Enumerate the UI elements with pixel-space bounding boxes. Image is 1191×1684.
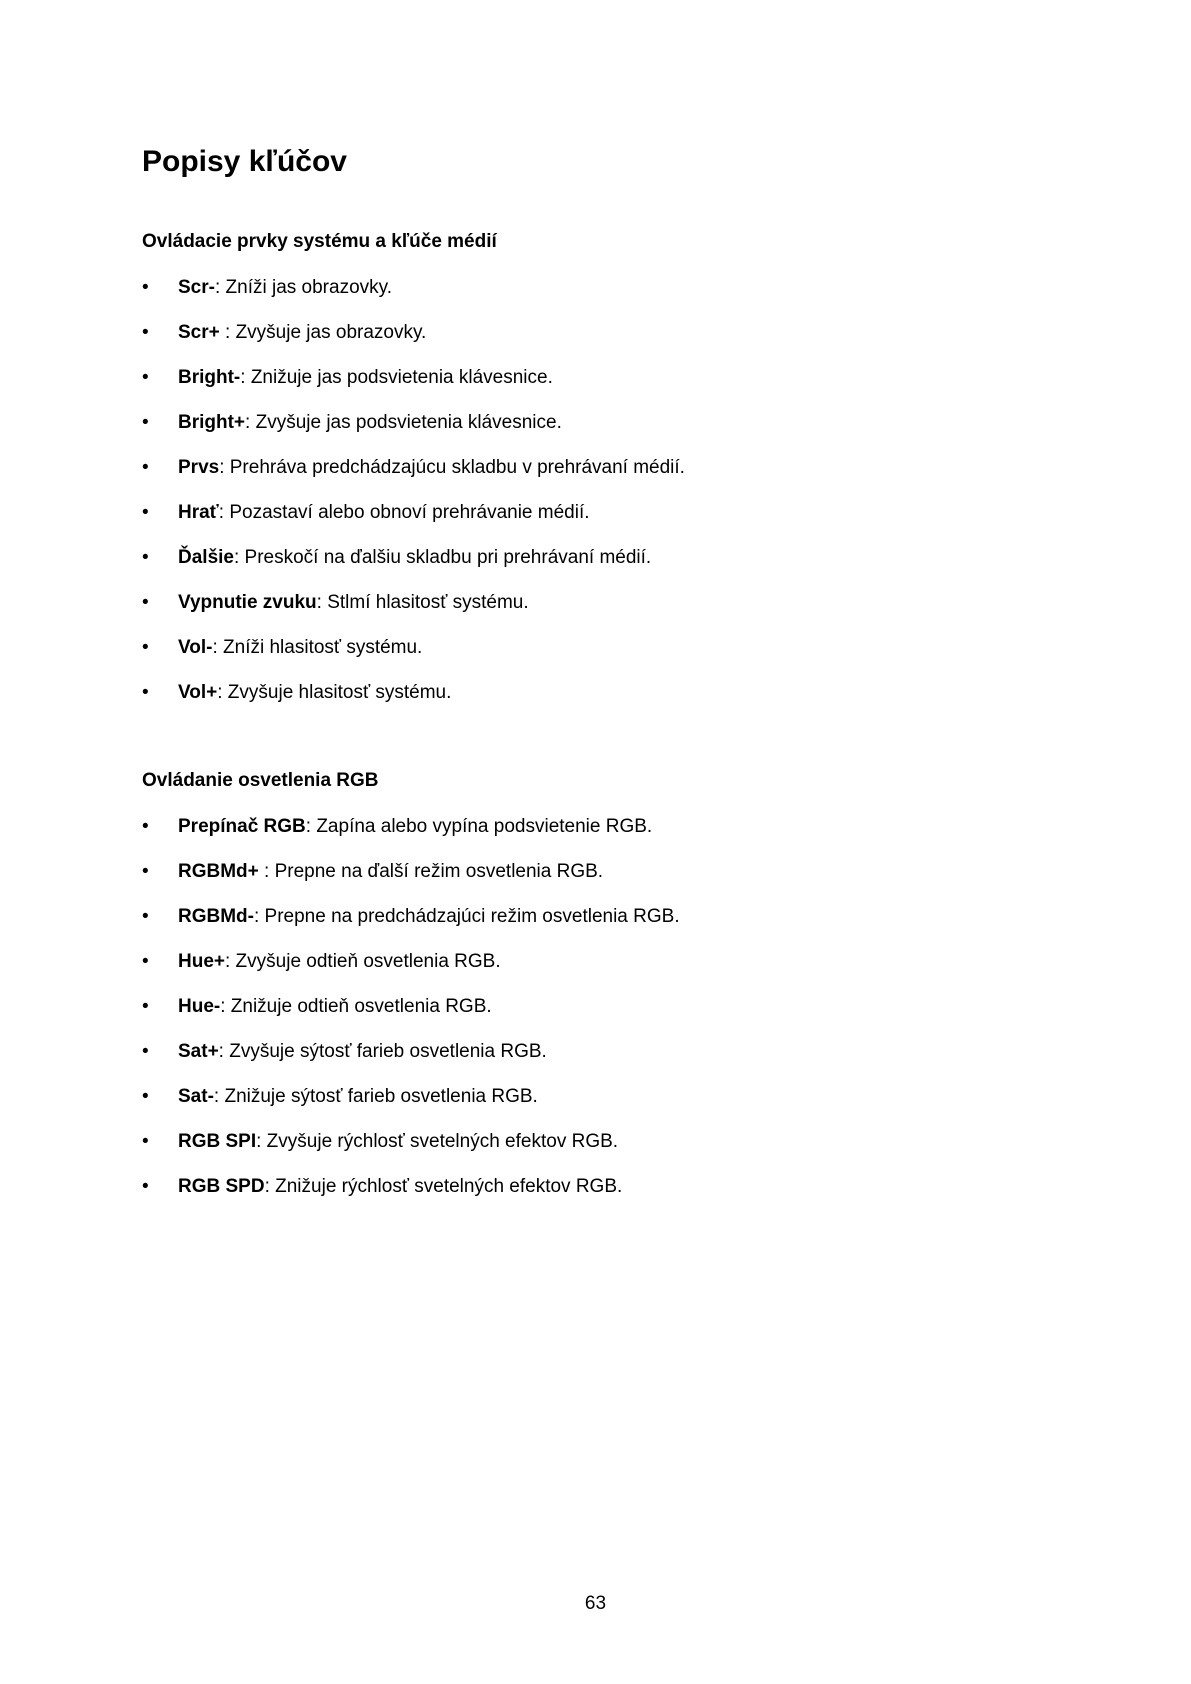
key-description: : Zvyšuje jas obrazovky. [219, 322, 427, 343]
key-name: Scr- [178, 277, 215, 298]
system-media-key-list [142, 276, 1042, 726]
key-name: Prepínač RGB [178, 816, 306, 837]
key-name: Bright- [178, 367, 241, 388]
section-heading-rgb-lighting: Ovládanie osvetlenia RGB [142, 770, 379, 791]
key-description: : Znižuje jas podsvietenia klávesnice. [240, 367, 553, 388]
list-item [142, 815, 1042, 860]
key-name: Sat+ [178, 1041, 219, 1062]
bullet-icon: • [142, 816, 149, 837]
key-description: : Preskočí na ďalšiu skladbu pri prehrávaní médií. [233, 547, 652, 568]
list-item [142, 1040, 1042, 1085]
key-description: : Znižuje rýchlosť svetelných efektov RGB. [264, 1176, 623, 1197]
key-description: : Zvyšuje jas podsvietenia klávesnice. [245, 412, 562, 433]
key-name: Vypnutie zvuku [178, 592, 317, 613]
key-name: Scr+ [178, 322, 220, 343]
bullet-icon: • [142, 547, 149, 568]
key-description: : Pozastaví alebo obnoví prehrávanie médií. [218, 502, 590, 523]
list-item [142, 860, 1042, 905]
list-item [142, 366, 1042, 411]
bullet-icon: • [142, 322, 149, 343]
bullet-icon: • [142, 951, 149, 972]
bullet-icon: • [142, 861, 149, 882]
list-item [142, 681, 1042, 726]
list-item [142, 1130, 1042, 1175]
key-description: : Znižuje odtieň osvetlenia RGB. [220, 996, 492, 1017]
key-name: RGBMd- [178, 906, 254, 927]
key-name: Ďalšie [178, 547, 234, 568]
bullet-icon: • [142, 1086, 149, 1107]
list-item [142, 1175, 1042, 1220]
list-item [142, 456, 1042, 501]
bullet-icon: • [142, 906, 149, 927]
list-item [142, 950, 1042, 995]
bullet-icon: • [142, 1131, 149, 1152]
key-description: : Zníži jas obrazovky. [214, 277, 393, 298]
list-item [142, 591, 1042, 636]
page-number: 63 [584, 1593, 607, 1614]
list-item [142, 636, 1042, 681]
bullet-icon: • [142, 412, 149, 433]
list-item [142, 501, 1042, 546]
key-name: RGB SPD [178, 1176, 265, 1197]
key-name: RGBMd+ [178, 861, 259, 882]
list-item [142, 276, 1042, 321]
key-description: : Zapína alebo vypína podsvietenie RGB. [305, 816, 653, 837]
list-item [142, 546, 1042, 591]
bullet-icon: • [142, 457, 149, 478]
key-description: : Prehráva predchádzajúcu skladbu v prehrávaní médií. [219, 457, 685, 478]
bullet-icon: • [142, 682, 149, 703]
key-name: Hue- [178, 996, 221, 1017]
bullet-icon: • [142, 367, 149, 388]
key-name: Hue+ [178, 951, 225, 972]
bullet-icon: • [142, 502, 149, 523]
key-description: : Prepne na ďalší režim osvetlenia RGB. [258, 861, 604, 882]
key-name: Prvs [178, 457, 220, 478]
key-name: Sat- [178, 1086, 214, 1107]
bullet-icon: • [142, 1041, 149, 1062]
key-description: : Zníži hlasitosť systému. [212, 637, 423, 658]
rgb-lighting-key-list [142, 815, 1042, 1220]
key-name: Hrať [178, 502, 219, 523]
list-item [142, 411, 1042, 456]
bullet-icon: • [142, 592, 149, 613]
list-item [142, 1085, 1042, 1130]
key-name: Bright+ [178, 412, 246, 433]
key-name: RGB SPI [178, 1131, 257, 1152]
key-description: : Zvyšuje sýtosť farieb osvetlenia RGB. [218, 1041, 547, 1062]
list-item [142, 995, 1042, 1040]
key-description: : Zvyšuje rýchlosť svetelných efektov RGB. [256, 1131, 619, 1152]
key-name: Vol+ [178, 682, 218, 703]
page-title: Popisy kľúčov [142, 145, 347, 178]
key-description: : Znižuje sýtosť farieb osvetlenia RGB. [213, 1086, 538, 1107]
bullet-icon: • [142, 277, 149, 298]
bullet-icon: • [142, 1176, 149, 1197]
key-description: : Stlmí hlasitosť systému. [316, 592, 529, 613]
list-item [142, 321, 1042, 366]
key-name: Vol- [178, 637, 213, 658]
key-description: : Zvyšuje odtieň osvetlenia RGB. [225, 951, 501, 972]
bullet-icon: • [142, 996, 149, 1017]
key-description: : Prepne na predchádzajúci režim osvetlenia RGB. [253, 906, 680, 927]
list-item [142, 905, 1042, 950]
bullet-icon: • [142, 637, 149, 658]
key-description: : Zvyšuje hlasitosť systému. [217, 682, 452, 703]
section-heading-system-media: Ovládacie prvky systému a kľúče médií [142, 231, 497, 252]
